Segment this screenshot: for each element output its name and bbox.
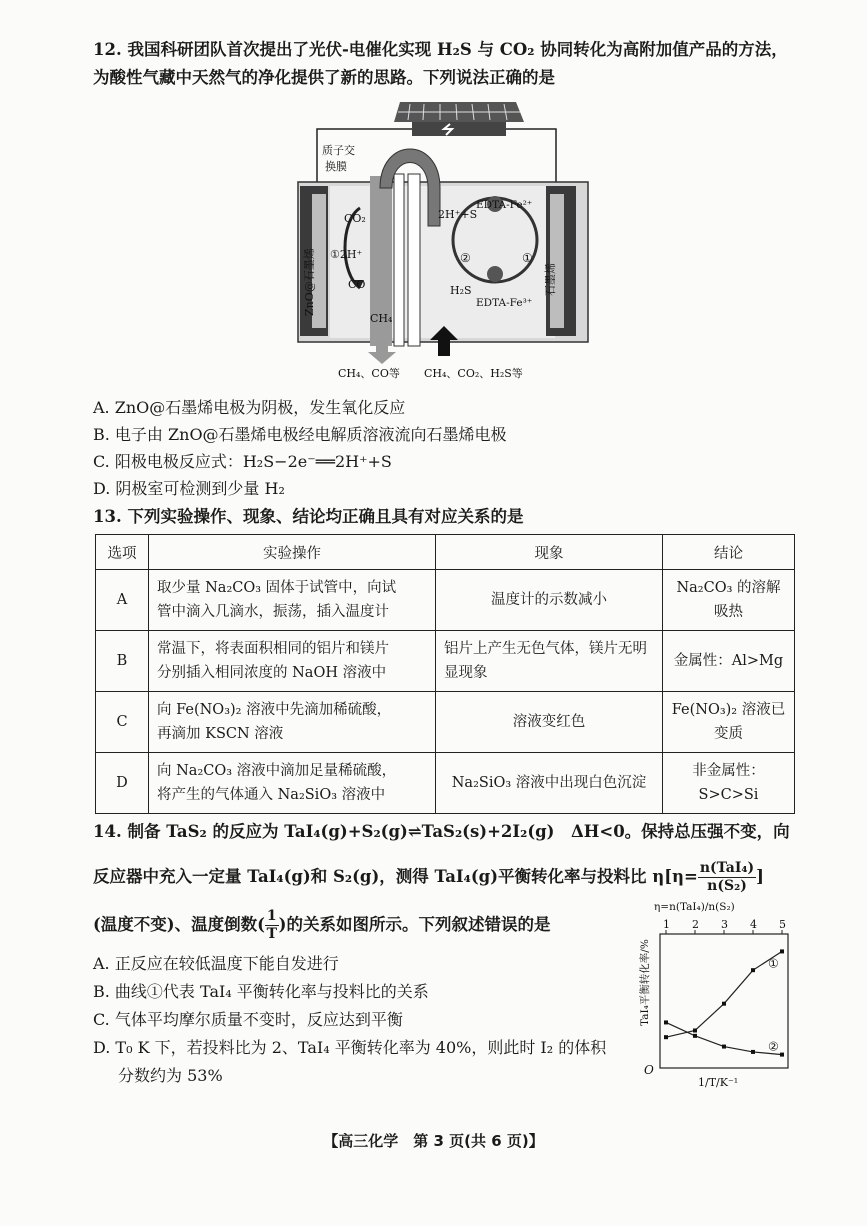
right-circle-1: ①: [522, 251, 533, 265]
series-line-1: [666, 951, 782, 1037]
left-2h-label: ①2H⁺: [330, 248, 363, 261]
conversion-chart: [628, 896, 798, 1096]
header-option: 选项: [96, 535, 149, 570]
q12-option-b: B. 电子由 ZnO@石墨烯电极经电解质溶液流向石墨烯电极: [93, 425, 507, 444]
series-2-point: [780, 1053, 784, 1057]
series-2-point: [693, 1034, 697, 1038]
top-tick-label: 3: [721, 918, 728, 931]
series-1-point: [664, 1035, 668, 1039]
left-ch4-label: CH₄: [370, 312, 393, 325]
edta-fe3-label: EDTA-Fe³⁺: [476, 297, 533, 309]
series-label-1: ①: [768, 956, 779, 971]
row-a-conclusion: Na₂CO₃ 的溶解吸热: [663, 570, 795, 631]
right-h2s-label: H₂S: [450, 284, 472, 297]
chart-top-ticks: [663, 918, 786, 934]
q14-option-c: C. 气体平均摩尔质量不变时，反应达到平衡: [93, 1010, 403, 1029]
row-a-operation: 取少量 Na₂CO₃ 固体于试管中，向试 管中滴入几滴水，振荡，插入温度计: [149, 570, 436, 631]
q14-option-d: D. T₀ K 下，若投料比为 2、TaI₄ 平衡转化率为 40%，则此时 I₂ 的体积: [93, 1038, 607, 1057]
q12-line2: 为酸性气藏中天然气的净化提供了新的思路。下列说法正确的是: [93, 68, 555, 87]
left-co2-label: CO₂: [344, 212, 366, 225]
row-d-operation: 向 Na₂CO₃ 溶液中滴加足量稀硫酸， 将产生的气体通入 Na₂SiO₃ 溶液中: [149, 753, 436, 814]
row-a-option: A: [96, 570, 149, 631]
electrolysis-diagram: [290, 96, 590, 386]
row-c-conclusion: Fe(NO₃)₂ 溶液已变质: [663, 692, 795, 753]
q12-line1: 12. 我国科研团队首次提出了光伏-电催化实现 H₂S 与 CO₂ 协同转化为高附加值产品的方法，: [93, 40, 788, 59]
row-d-phenomenon: Na₂SiO₃ 溶液中出现白色沉淀: [436, 753, 663, 814]
page-footer: 【高三化学 第 3 页(共 6 页)】: [323, 1132, 544, 1150]
row-b-option: B: [96, 631, 149, 692]
chart-origin: O: [644, 1063, 654, 1077]
row-c-operation: 向 Fe(NO₃)₂ 溶液中先滴加稀硫酸， 再滴加 KSCN 溶液: [149, 692, 436, 753]
q12-option-a: A. ZnO@石墨烯电极为阴极，发生氧化反应: [93, 398, 406, 417]
eta-fraction: $\frac{\text{n(TaI₄)}}{\text{n(S₂)}}$: [699, 860, 755, 894]
right-electrode-label: 石墨烯: [544, 263, 557, 296]
chart-top-axis-label: η=n(TaI₄)/n(S₂): [654, 901, 735, 913]
series-2-point: [751, 1050, 755, 1054]
top-tick-label: 4: [750, 918, 757, 931]
top-tick-label: 1: [663, 918, 670, 931]
out-gas-label: CH₄、CO等: [338, 367, 400, 380]
left-electrode-label: ZnO@石墨烯: [303, 248, 316, 316]
table-row: [96, 631, 795, 692]
table-row: [96, 692, 795, 753]
series-2-point: [664, 1020, 668, 1024]
series-1-point: [722, 1002, 726, 1006]
q14-line3: (温度不变)、温度倒数( $\frac{1}{T}$)的关系如图所示。下列叙述错误的是: [93, 908, 551, 942]
q12-option-d: D. 阴极室可检测到少量 H₂: [93, 479, 285, 498]
solar-panel-icon: [394, 102, 524, 136]
table-row: [96, 570, 795, 631]
row-d-conclusion: 非金属性：S>C>Si: [663, 753, 795, 814]
series-1-point: [693, 1028, 697, 1032]
in-gas-label: CH₄、CO₂、H₂S等: [424, 367, 523, 380]
top-tick-label: 2: [692, 918, 699, 931]
right-circle-2: ②: [460, 251, 471, 265]
q14-option-b: B. 曲线①代表 TaI₄ 平衡转化率与投料比的关系: [93, 982, 429, 1001]
table-row: [96, 753, 795, 814]
row-c-option: C: [96, 692, 149, 753]
inverse-t-fraction: $\frac{1}{T}$: [266, 908, 277, 942]
table-header-row: [96, 535, 795, 570]
right-2h-s-label: 2H⁺+S: [438, 208, 478, 221]
chart-x-label: 1/T/K⁻¹: [698, 1076, 739, 1089]
chart-y-label: TaI₄平衡转化率/%: [639, 939, 651, 1026]
chart-series: [664, 949, 784, 1056]
row-d-option: D: [96, 753, 149, 814]
membrane-label-2: 换膜: [325, 160, 347, 173]
header-conclusion: 结论: [663, 535, 795, 570]
header-operation: 实验操作: [149, 535, 436, 570]
series-2-point: [722, 1045, 726, 1049]
series-line-2: [666, 1022, 782, 1054]
header-phenomenon: 现象: [436, 535, 663, 570]
q12-option-c: C. 阳极电极反应式：H₂S−2e⁻══2H⁺+S: [93, 452, 392, 471]
row-b-operation: 常温下，将表面积相同的铝片和镁片 分别插入相同浓度的 NaOH 溶液中: [149, 631, 436, 692]
q14-line1: 14. 制备 TaS₂ 的反应为 TaI₄(g)+S₂(g)⇌TaS₂(s)+2I₂(g) ΔH<0。保持总压强不变，向: [93, 822, 790, 841]
row-b-phenomenon: 铝片上产生无色气体，镁片无明显现象: [436, 631, 663, 692]
series-1-point: [751, 968, 755, 972]
series-1-point: [780, 949, 784, 953]
q13-table: [95, 534, 795, 814]
edta-fe2-label: EDTA-Fe²⁺: [476, 199, 533, 211]
q14-line2: 反应器中充入一定量 TaI₄(g)和 S₂(g)，测得 TaI₄(g)平衡转化率与投料比 η[η= $\frac{\text{n(TaI₄)}}{\text{n(S₂)}}$]: [93, 860, 764, 894]
row-a-phenomenon: 温度计的示数减小: [436, 570, 663, 631]
top-tick-label: 5: [779, 918, 786, 931]
q14-option-d-cont: 分数约为 53%: [118, 1066, 223, 1085]
row-b-conclusion: 金属性：Al>Mg: [663, 631, 795, 692]
series-label-2: ②: [768, 1039, 779, 1054]
row-c-phenomenon: 溶液变红色: [436, 692, 663, 753]
q13-stem: 13. 下列实验操作、现象、结论均正确且具有对应关系的是: [93, 507, 524, 526]
left-co-label: CO: [348, 278, 366, 291]
membrane-label-1: 质子交: [322, 144, 355, 157]
q14-option-a: A. 正反应在较低温度下能自发进行: [93, 954, 339, 973]
